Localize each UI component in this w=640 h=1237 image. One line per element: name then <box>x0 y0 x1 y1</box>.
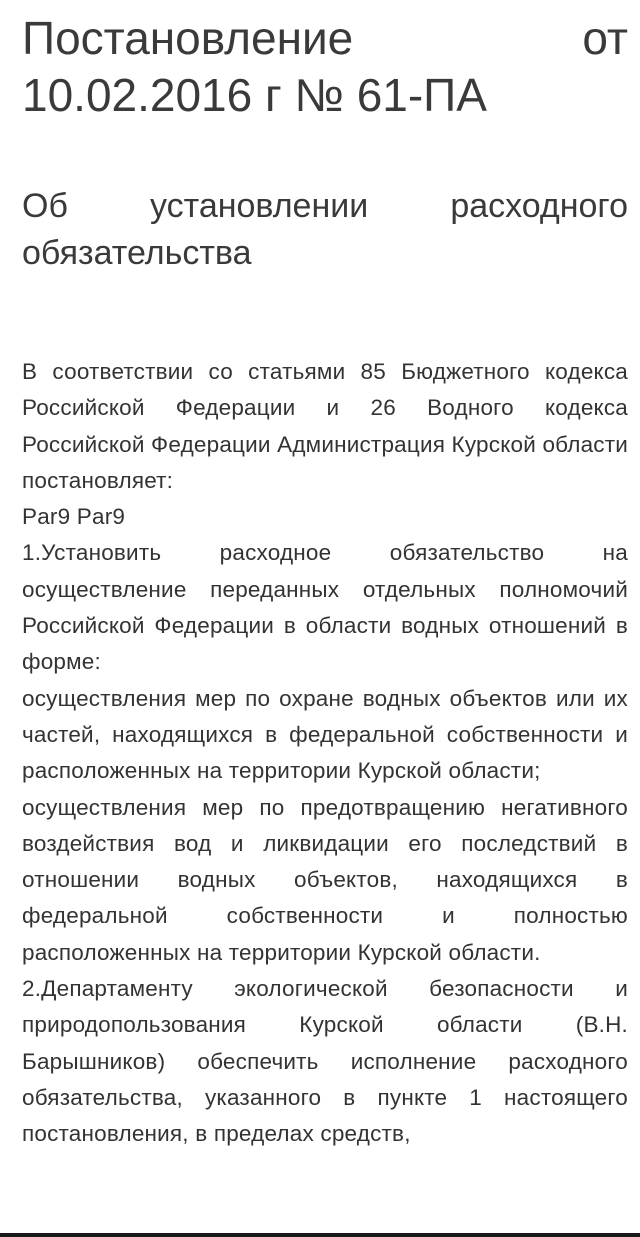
paragraph-par9: Par9 Par9 <box>22 504 126 530</box>
page-title <box>22 0 628 124</box>
paragraph-preamble: В соответствии со статьями 85 Бюджетного кодекса Российской Федерации и 26 Водного кодекса Российской Федерации Администрация Курской области постановляет: <box>22 359 629 493</box>
subtitle-word-3: расходного <box>450 187 628 225</box>
subtitle-line-2: обязательства <box>22 234 252 272</box>
title-line-1 <box>22 10 628 67</box>
title-line-2: 10.02.2016 г № 61-ПА <box>22 69 487 121</box>
paragraph-item-1-b: осуществления мер по предотвращению негативного воздействия вод и ликвидации его последствий в отношении водных объектов, находящихся в федеральной собственности и полностью расположенных на территории Курской области. <box>22 794 628 965</box>
title-word: Постановление <box>22 12 354 64</box>
paragraph-item-2: 2.Департаменту экологической безопасности и природопользования Курской области (В.Н. Барышников) обеспечить исполнение расходного обязательства, указанного в пункте 1 настоящего постановления, в пределах средств, <box>22 976 628 1147</box>
title-from: от <box>582 12 628 64</box>
document-body <box>22 354 628 1153</box>
document-page <box>22 0 628 1153</box>
paragraph-item-1: 1.Установить расходное обязательство на осуществление переданных отдельных полномочий Российской Федерации в области водных отношений в форме: <box>22 540 628 675</box>
subtitle-word-1: Об <box>22 187 68 225</box>
subtitle-line-1 <box>22 183 628 230</box>
document-subtitle <box>22 183 628 277</box>
bottom-bar <box>0 1233 640 1237</box>
paragraph-item-1-a: осуществления мер по охране водных объектов или их частей, находящихся в федеральной собственности и расположенных на территории Курской области; <box>22 685 628 784</box>
subtitle-word-2: установлении <box>150 187 369 225</box>
